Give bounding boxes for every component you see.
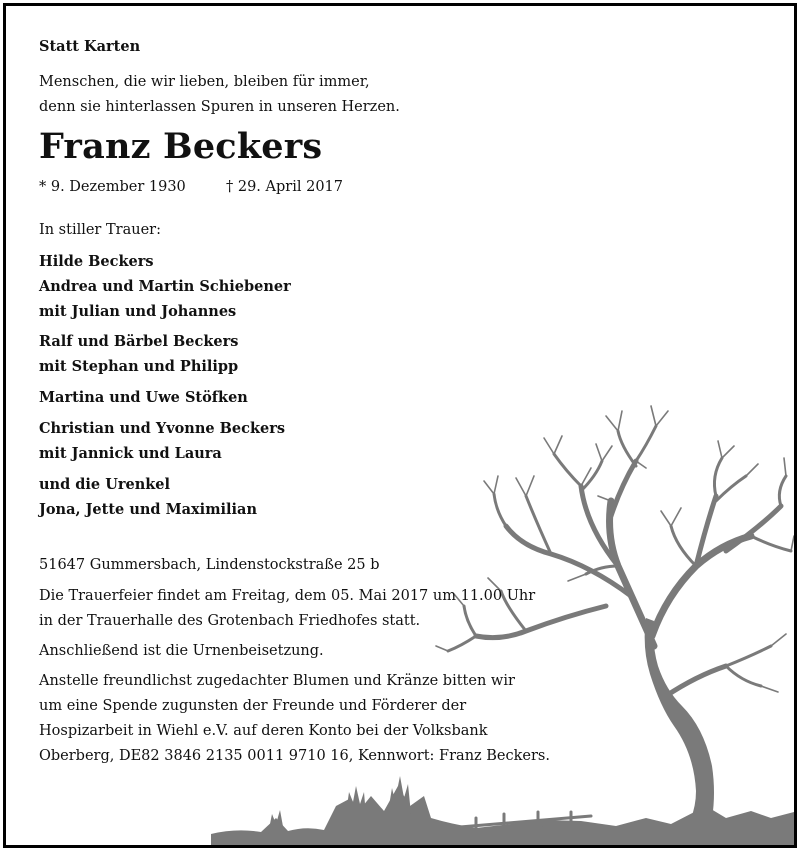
mourner-line: Andrea und Martin Schiebener <box>39 278 291 295</box>
funeral-line-2: in der Trauerhalle des Grotenbach Friedhofes statt. <box>39 613 421 629</box>
deceased-name: Franz Beckers <box>39 126 323 167</box>
funeral-line-1: Die Trauerfeier findet am Freitag, dem 05. Mai 2017 um 11.00 Uhr <box>39 588 536 604</box>
mourner-line: Ralf und Bärbel Beckers <box>39 333 239 350</box>
quote-line-1: Menschen, die wir lieben, bleiben für immer, <box>39 74 370 90</box>
birth-date: * 9. Dezember 1930 <box>39 179 186 195</box>
mourner-line: Christian und Yvonne Beckers <box>39 420 286 437</box>
address: 51647 Gummersbach, Lindenstockstraße 25 b <box>39 557 380 573</box>
mourner-line: Jona, Jette und Maximilian <box>39 501 257 518</box>
header-statt-karten: Statt Karten <box>39 38 141 55</box>
mourner-line: Hilde Beckers <box>39 253 154 270</box>
donation-line-2: um eine Spende zugunsten der Freunde und Förderer der <box>39 698 467 714</box>
urn-burial-note: Anschließend ist die Urnenbeisetzung. <box>39 643 324 659</box>
obituary-frame <box>3 3 797 848</box>
quote-line-2: denn sie hinterlassen Spuren in unseren Herzen. <box>39 99 400 115</box>
mourner-line: mit Julian und Johannes <box>39 303 237 320</box>
mourner-line: Martina und Uwe Stöfken <box>39 389 248 406</box>
donation-line-3: Hospizarbeit in Wiehl e.V. auf deren Konto bei der Volksbank <box>39 723 488 739</box>
donation-line-4: Oberberg, DE82 3846 2135 0011 9710 16, Kennwort: Franz Beckers. <box>39 748 550 764</box>
donation-line-1: Anstelle freundlichst zugedachter Blumen und Kränze bitten wir <box>39 673 515 689</box>
mourner-line: und die Urenkel <box>39 476 171 493</box>
mourner-line: mit Stephan und Philipp <box>39 358 239 375</box>
death-date: † 29. April 2017 <box>226 179 343 195</box>
mourner-line: mit Jannick und Laura <box>39 445 222 462</box>
mourners-intro: In stiller Trauer: <box>39 222 161 238</box>
